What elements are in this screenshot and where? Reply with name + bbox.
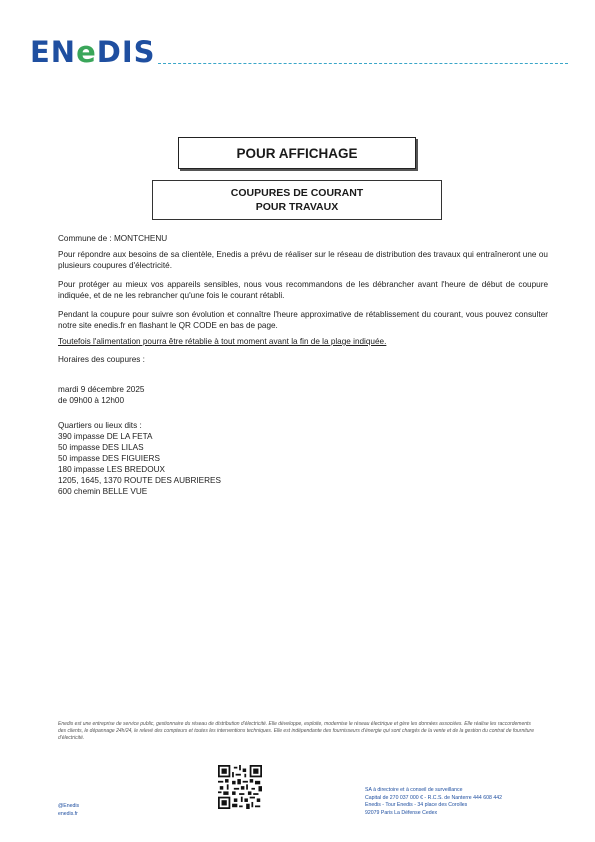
- footer-links: [58, 802, 79, 818]
- header-divider: [158, 63, 568, 64]
- enedis-logo: [30, 35, 156, 69]
- footnote: Enedis est une entreprise de service public, gestionnaire du réseau de distribution d'électricité. Elle développe, exploite, modernise le réseau électrique et gère les données associées. Elle réalise les raccordements des clients, le dépannage 24h/24, le relevé des compteurs et toutes les interventions techniques. Elle est indépendante des fournisseurs d'énergie qui sont chargés de la vente et de la gestion du contrat de fourniture d'électricité.: [58, 721, 534, 741]
- paragraph-2: Pour protéger au mieux vos appareils sensibles, nous vous recommandons de les débrancher avant l'heure de début de coupure indiquée, et de ne les rebrancher qu'une fois le courant rétabli.: [58, 280, 548, 300]
- website-link[interactable]: enedis.fr: [58, 811, 78, 817]
- quartier-item: 390 impasse DE LA FETA: [58, 432, 153, 441]
- quartier-item: 1205, 1645, 1370 ROUTE DES AUBRIERES: [58, 476, 221, 485]
- quartier-item: 50 impasse DES LILAS: [58, 443, 144, 452]
- outage-date: mardi 9 décembre 2025: [58, 385, 145, 394]
- quartiers-label: Quartiers ou lieux dits :: [58, 421, 142, 430]
- corp-line-1: SA à directoire et à conseil de surveillance: [365, 787, 463, 793]
- paragraph-4-text: Toutefois l'alimentation pourra être rétablie à tout moment avant la fin de la plage indiquée.: [58, 337, 387, 346]
- banner-box: [178, 137, 416, 169]
- logo-part-3: DIS: [96, 35, 156, 69]
- subtitle-line2: POUR TRAVAUX: [255, 201, 339, 213]
- logo-part-1: EN: [30, 35, 77, 69]
- paragraph-1: Pour répondre aux besoins de sa clientèle, Enedis a prévu de réaliser sur le réseau de distribution des travaux qui entraîneront une ou plusieurs coupures d'électricité.: [58, 250, 548, 270]
- horaires-label: Horaires des coupures :: [58, 355, 145, 364]
- corp-line-4: 92079 Paris La Défense Cedex: [365, 809, 438, 816]
- quartier-item: 180 impasse LES BREDOUX: [58, 465, 165, 474]
- subtitle-line1: COUPURES DE COURANT: [230, 187, 364, 199]
- qr-code[interactable]: [218, 765, 262, 809]
- corporate-info: [365, 787, 555, 817]
- paragraph-4: [58, 336, 548, 347]
- quartier-item: 600 chemin BELLE VUE: [58, 487, 148, 496]
- paragraph-3: Pendant la coupure pour suivre son évolution et connaître l'heure approximative de rétablissement du courant, vous pouvez consulter notre site enedis.fr en flashant le QR CODE en bas de page.: [58, 310, 548, 330]
- commune: Commune de : MONTCHENU: [58, 234, 168, 243]
- subtitle-box: [152, 180, 442, 220]
- social-link[interactable]: @Enedis: [58, 803, 80, 809]
- logo-part-2: e: [76, 35, 97, 69]
- corp-line-2: Capital de 270 037 000 € - R.C.S. de Nanterre 444 608 442: [365, 794, 502, 801]
- banner-title: POUR AFFICHAGE: [236, 145, 358, 161]
- quartier-item: 50 impasse DES FIGUIERS: [58, 454, 160, 463]
- corp-line-3: Enedis - Tour Enedis - 34 place des Corolles: [365, 802, 468, 808]
- outage-time: de 09h00 à 12h00: [58, 396, 125, 405]
- notice-body: [58, 233, 548, 497]
